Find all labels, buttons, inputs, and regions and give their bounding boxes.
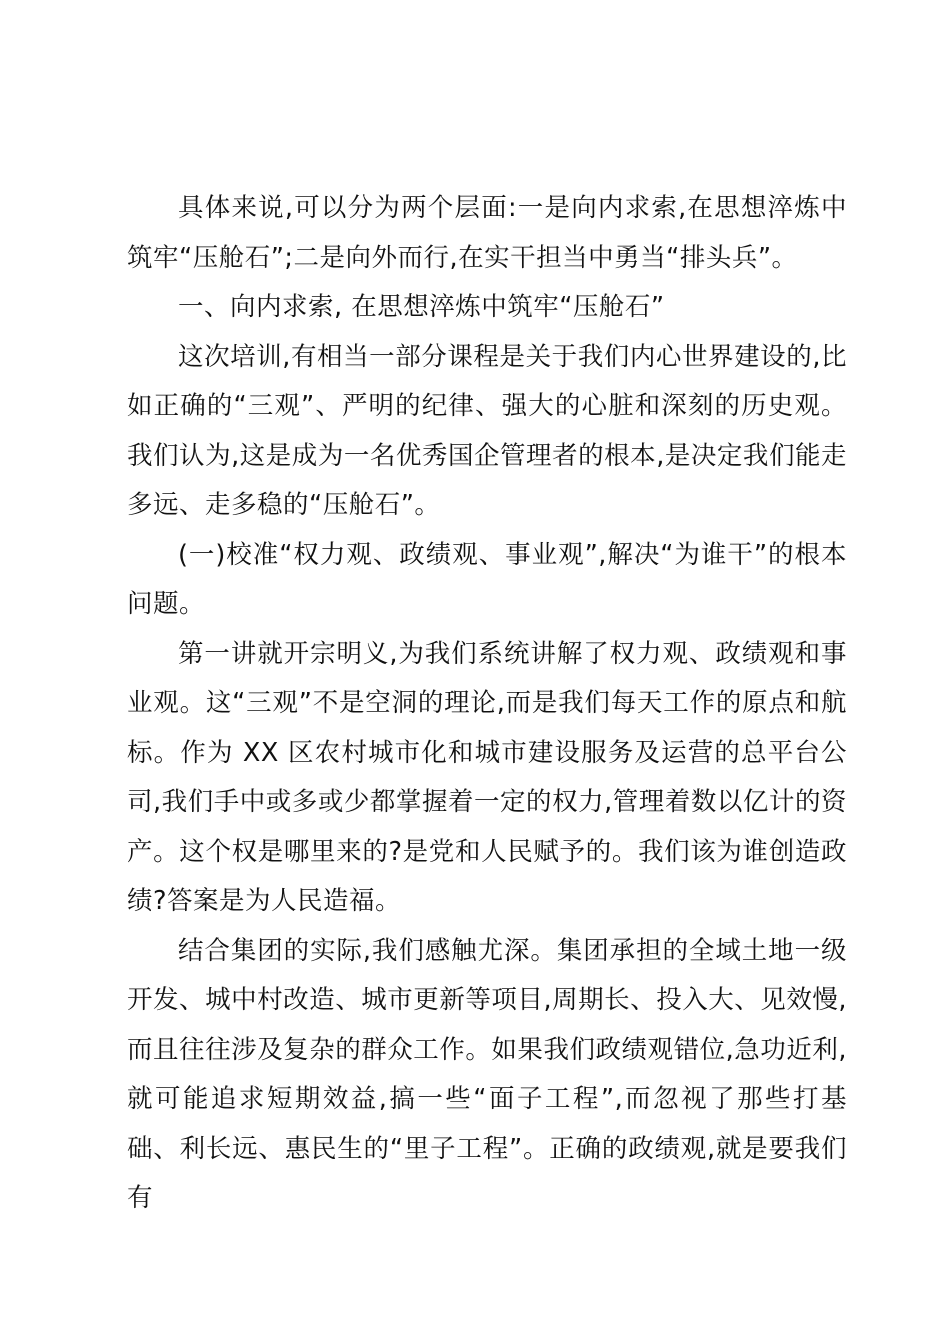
section-heading-1: 一、向内求索, 在思想淬炼中筑牢“压舱石” <box>178 292 665 322</box>
paragraph-first-lecture: 第一讲就开宗明义,为我们系统讲解了权力观、政绩观和事业观。这“三观”不是空洞的理论,而是我们每天工作的原点和航标。作为 XX 区农村城市化和城市建设服务及运营的总平台公司,我们手中或多或少都掌握着一定的权力,管理着数以亿计的资产。这个权是哪里来的?是党和人民赋予的。我们该为谁创造政绩?答案是为人民造福。 <box>127 638 847 916</box>
paragraph-intro: 具体来说,可以分为两个层面:一是向内求索,在思想淬炼中筑牢“压舱石”;二是向外而行,在实干担当中勇当“排头兵”。 <box>127 193 847 273</box>
paragraph-group-practice: 结合集团的实际,我们感触尤深。集团承担的全域土地一级开发、城中村改造、城市更新等项目,周期长、投入大、见效慢,而且往往涉及复杂的群众工作。如果我们政绩观错位,急功近利,就可能追求短期效益,搞一些“面子工程”,而忽视了那些打基础、利长远、惠民生的“里子工程”。正确的政绩观,就是要我们有 <box>127 935 847 1213</box>
document-body <box>127 184 847 1224</box>
subsection-heading-1: (一)校准“权力观、政绩观、事业观”,解决“为谁干”的根本问题。 <box>127 539 847 619</box>
paragraph-training: 这次培训,有相当一部分课程是关于我们内心世界建设的,比如正确的“三观”、严明的纪律、强大的心脏和深刻的历史观。我们认为,这是成为一名优秀国企管理者的根本,是决定我们能走多远、走多稳的“压舱石”。 <box>127 341 847 520</box>
